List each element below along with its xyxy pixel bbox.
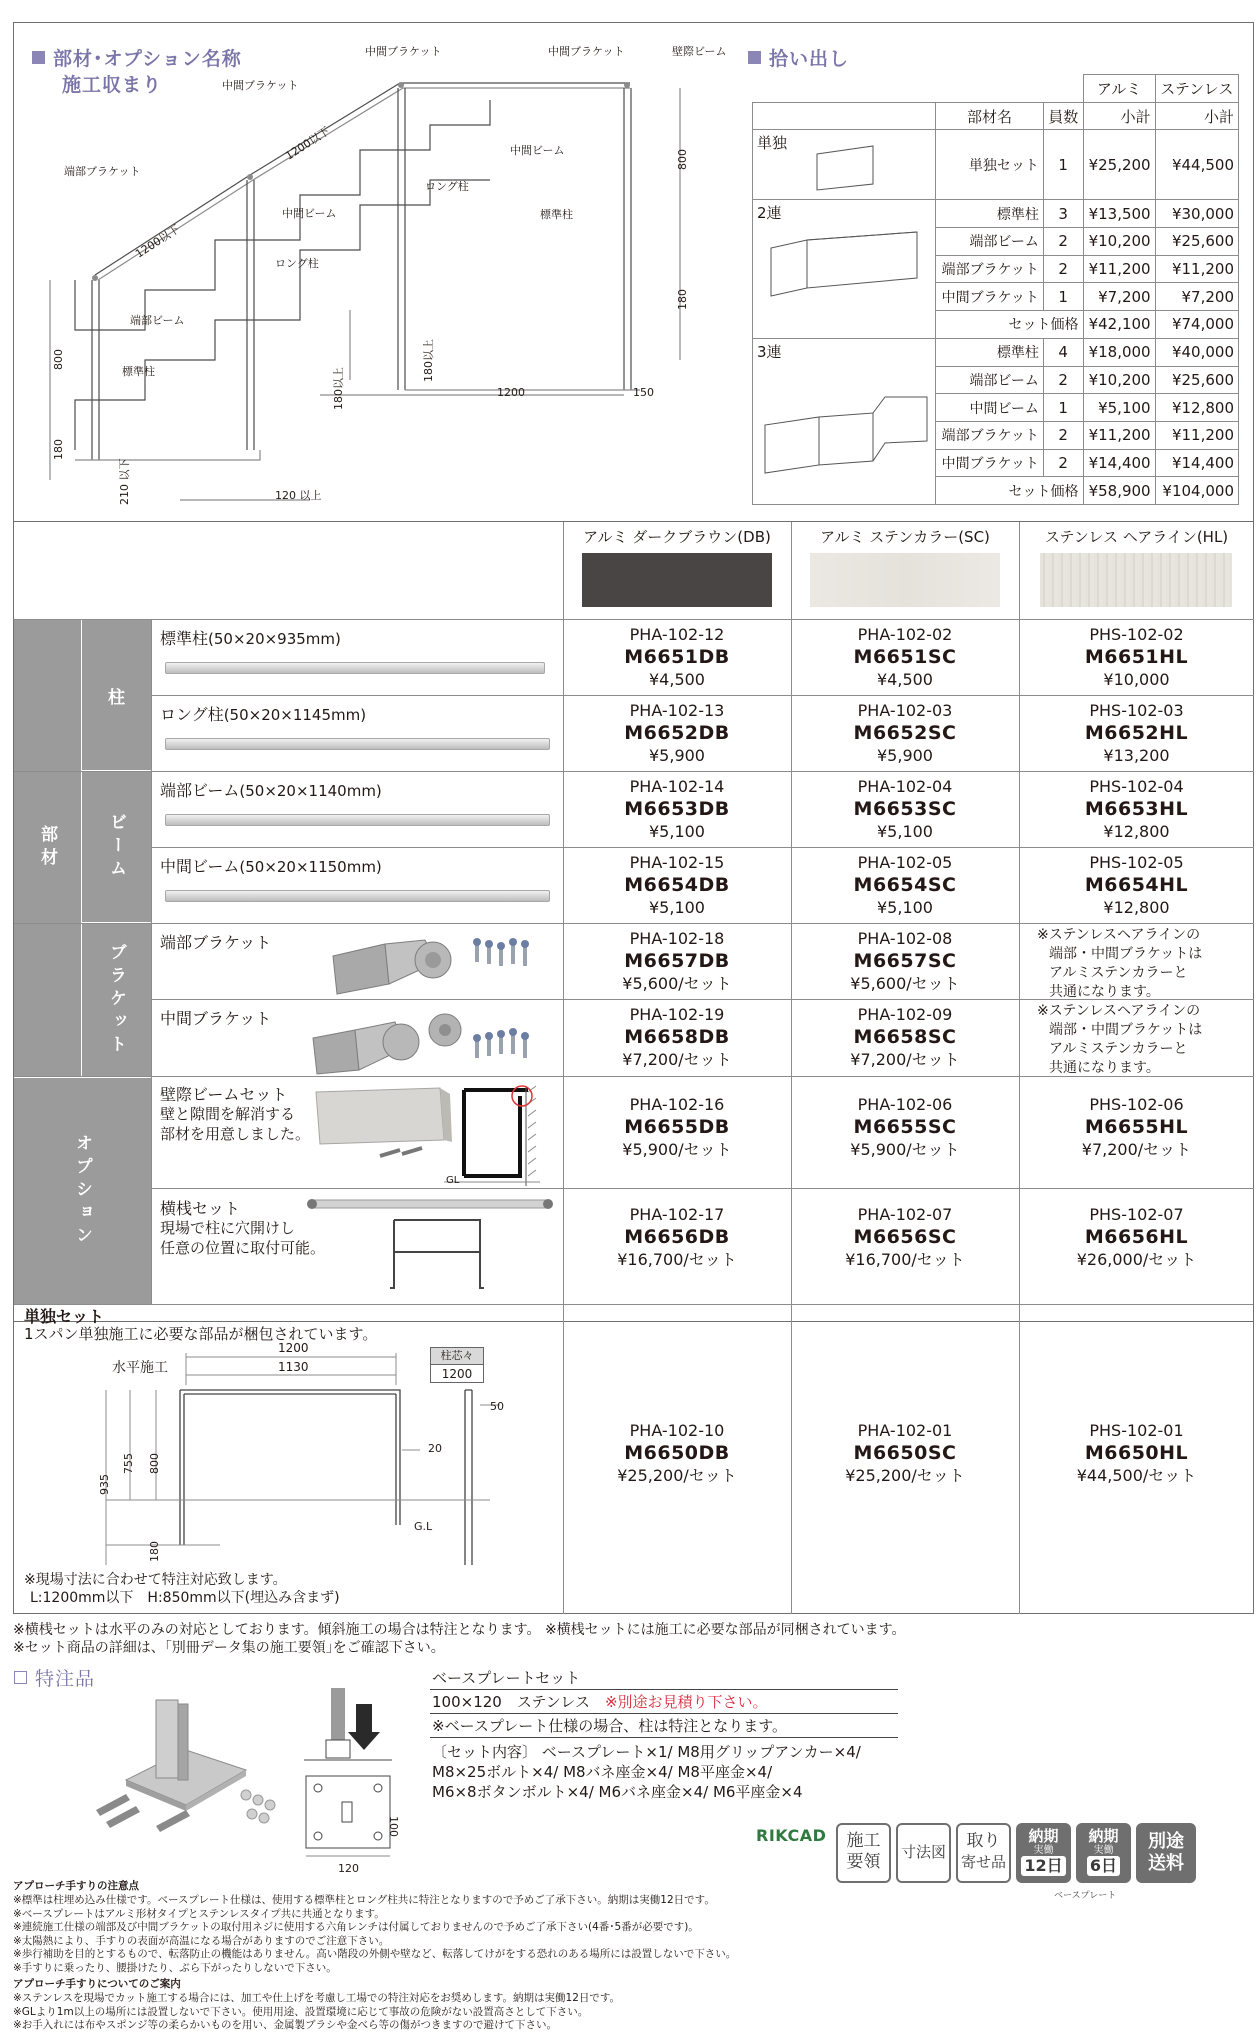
dim-1200: 1200 — [497, 386, 525, 399]
single-panel-icon — [813, 144, 883, 192]
caution-list-2: ※ステンレスを現場でカット施工する場合には、加工や仕上げを考慮し工場での特注対応をお奨めします。納期は実働12日です。 ※GLより1m以上の場所には設置しないで下さい。使用用途、設置環境に応じて事故の危険がない設置高さとして下さい。 ※お手入れには布やスポンジ等の柔らかいものを用い、金属製ブラシや金べら等の傷がつきますので避けて下さい。 — [13, 1992, 621, 2031]
bp-size-line: 100×120 ステンレス ※別途お見積り下さい。 — [432, 1693, 768, 1711]
bp-title: ベースプレートセット — [432, 1669, 581, 1687]
col-alumi: アルミ — [1083, 75, 1155, 103]
single-d1200: 1200 — [278, 1341, 309, 1355]
end-bracket-hl-note: ※ステンレスヘアラインの 端部・中間ブラケットは アルミステンカラーと 共通になります。 — [1037, 927, 1203, 1000]
code-end-bracket-sc: PHA-102-08 M6657SC ¥5,600/セット — [850, 929, 960, 993]
badge-bp-caption: ベースプレート — [1054, 1891, 1117, 1901]
end-bracket-image — [325, 928, 555, 996]
dim-180up2: 180以上 — [332, 367, 345, 410]
swatch-sc — [810, 553, 1000, 607]
code-wall-beam-sc: PHA-102-06 M6655SC ¥5,900/セット — [850, 1095, 960, 1159]
dim-120: 120 以上 — [275, 489, 322, 502]
color-hl-label: ステンレス ヘアライン(HL) — [1044, 528, 1229, 546]
special-title: 特注品 — [14, 1664, 95, 1691]
dim-210: 210 以下 — [118, 458, 131, 505]
label-wall-beam: 壁際ビーム — [672, 45, 727, 58]
label-mid-bracket-top2: 中間ブラケット — [548, 45, 625, 58]
code-crossbar-sc: PHA-102-07 M6656SC ¥16,700/セット — [845, 1205, 965, 1269]
product-wall-beam-name: 壁際ビームセット — [160, 1085, 288, 1104]
two-panel-icon — [767, 226, 927, 306]
code-single-sc: PHA-102-01 M6650SC ¥25,200/セット — [845, 1421, 965, 1485]
label-mid-bracket-top1: 中間ブラケット — [365, 45, 442, 58]
color-db-label: アルミ ダークブラウン(DB) — [583, 528, 771, 546]
rikcad-logo: RIKCAD — [756, 1826, 827, 1845]
pitch-label: 柱芯々 — [431, 1348, 483, 1365]
product-std-post-name: 標準柱(50×20×935mm) — [160, 629, 341, 648]
single-d755: 755 — [122, 1453, 135, 1474]
pitch-box — [430, 1347, 484, 1383]
code-std-post-hl: PHS-102-02 M6651HL ¥10,000 — [1084, 625, 1189, 689]
badge-dimension[interactable]: 寸法図 — [896, 1823, 951, 1883]
code-crossbar-db: PHA-102-17 M6656DB ¥16,700/セット — [617, 1205, 737, 1269]
base-plate-image — [96, 1690, 286, 1840]
single-d1130: 1130 — [278, 1360, 309, 1374]
color-sc-label: アルミ ステンカラー(SC) — [820, 528, 990, 546]
code-end-beam-hl: PHS-102-04 M6653HL ¥12,800 — [1084, 777, 1189, 841]
dim-180l: 180 — [52, 439, 65, 460]
code-end-bracket-db: PHA-102-18 M6657DB ¥5,600/セット — [622, 929, 732, 993]
code-mid-bracket-sc: PHA-102-09 M6658SC ¥7,200/セット — [850, 1005, 960, 1069]
bp-note: ※ベースプレート仕様の場合、柱は特注となります。 — [432, 1717, 788, 1735]
cat-bracket: ブラケット — [82, 924, 151, 1076]
square-outline-icon — [14, 1671, 27, 1684]
single-d180: 180 — [148, 1541, 161, 1562]
diagram-title: 部材･オプション名称 — [32, 44, 242, 71]
code-end-beam-db: PHA-102-14 M6653DB ¥5,100 — [624, 777, 730, 841]
caution-list-1: ※標準は柱埋め込み仕様です。ベースプレート仕様は、使用する標準柱とロング柱共に特注となりますので予めご了承下さい。納期は実働12日です。 ※ベースプレートはアルミ形材タイプとステンレスタイプ共に共通となります。 ※連続施工仕様の端部及び中間ブラケットの取付用ネジに使用する六角レンチは付属しておりませんので予めご了承下さい(4番･5番が必要です)。 ※太陽熱により、手すりの表面が高温になる場合がありますのでご注意下さい。 ※歩行補助を目的とするもので、転落防止の機能はありません。高い階段の外側や壁など、転落してけがをする恐れのある場所には設置しないで下さい。 ※手すりに乗ったり、腰掛けたり、ぶら下がったりしないで下さい。 — [13, 1894, 737, 1974]
crossbar-image — [300, 1192, 560, 1302]
cat-hashira: 柱 — [82, 620, 151, 771]
long-post-bar — [165, 738, 550, 750]
dim-1200a: 1200以下 — [283, 124, 333, 163]
footnote-1: ※横桟セットは水平のみの対応としております。傾斜施工の場合は特注となります。 ※横桟セットには施工に必要な部品が同梱されています。 — [13, 1622, 906, 1638]
product-mid-bracket-name: 中間ブラケット — [160, 1009, 272, 1028]
product-end-beam-name: 端部ビーム(50×20×1140mm) — [160, 781, 382, 800]
cat-option: オプション — [14, 1077, 151, 1304]
mid-bracket-image — [305, 1008, 555, 1076]
wall-beam-desc: 壁と隙間を解消する 部材を用意しました。 — [160, 1105, 311, 1143]
group-three: 3連 — [753, 338, 936, 504]
product-crossbar-name: 横桟セット — [160, 1199, 241, 1218]
single-d50: 50 — [490, 1400, 504, 1413]
single-gl: G.L — [414, 1520, 433, 1533]
code-mid-beam-hl: PHS-102-05 M6654HL ¥12,800 — [1084, 853, 1189, 917]
h-qty: 員数 — [1043, 102, 1083, 130]
end-beam-bar — [165, 814, 550, 826]
single-d20: 20 — [428, 1442, 442, 1455]
caution-title-1: アプローチ手すりの注意点 — [13, 1880, 139, 1892]
dim-800r: 800 — [676, 149, 689, 170]
label-mid-beam-right: 中間ビーム — [510, 144, 565, 157]
badge-lead-6: 納期 実働 6日 — [1076, 1823, 1131, 1883]
code-std-post-sc: PHA-102-02 M6651SC ¥4,500 — [853, 625, 957, 689]
mid-beam-bar — [165, 890, 550, 902]
std-post-bar — [165, 662, 545, 674]
swatch-hl — [1040, 553, 1232, 607]
mid-bracket-hl-note: ※ステンレスヘアラインの 端部・中間ブラケットは アルミステンカラーと 共通になります。 — [1037, 1003, 1203, 1076]
pickup-table: アルミ ステンレス 部材名 員数 小計 小計 単独 単独セット 1 ¥25,200 ¥44,500 2連 標準柱 3 ¥13,500 ¥30,000 端部ビーム 2 ¥10,200 ¥25,600 端部ブラケット 2 ¥11,200 ¥11,200 中間ブラケット 1 ¥7,200 ¥7,200 セット価格 ¥42,100 ¥74,000 3連 標準柱 4 ¥18,000 ¥40,000 端部ビーム 2 ¥10,200 ¥25,600 中間ビーム 1 ¥5,100 ¥12,800 端部ブラケット 2 ¥11,200 ¥11,200 中間ブラケット 2 ¥14,400 ¥14,400 セット価格 ¥58,900 ¥104,000 — [752, 74, 1239, 505]
label-end-bracket: 端部ブラケット — [64, 165, 141, 178]
label-end-beam: 端部ビーム — [130, 314, 185, 327]
code-single-hl: PHS-102-01 M6650HL ¥44,500/セット — [1076, 1421, 1197, 1485]
dim-1200b: 1200以下 — [133, 222, 183, 261]
group-two: 2連 — [753, 200, 936, 338]
single-d800: 800 — [148, 1453, 161, 1474]
label-long-post-right: ロング柱 — [425, 180, 469, 193]
product-long-post-name: ロング柱(50×20×1145mm) — [160, 705, 367, 724]
code-std-post-db: PHA-102-12 M6651DB ¥4,500 — [624, 625, 730, 689]
code-long-post-sc: PHA-102-03 M6652SC ¥5,900 — [853, 701, 957, 765]
single-set-desc: 1スパン単独施工に必要な部品が梱包されています。 — [24, 1325, 378, 1343]
cat-beam: ビーム — [82, 772, 151, 923]
pickup-title: 拾い出し — [748, 44, 849, 71]
badge-order[interactable]: 取り 寄せ品 — [956, 1823, 1011, 1883]
three-panel-icon — [761, 389, 933, 479]
col-stainless: ステンレス — [1155, 75, 1238, 103]
single-d935: 935 — [98, 1474, 111, 1495]
h-sub1: 小計 — [1083, 102, 1155, 130]
single-note1: ※現場寸法に合わせて特注対応致します。 — [24, 1572, 287, 1588]
footnote-2: ※セット商品の詳細は、｢別冊データ集の施工要領｣をご確認下さい。 — [13, 1640, 445, 1656]
product-single-set-name: 単独セット — [24, 1307, 105, 1326]
code-crossbar-hl: PHS-102-07 M6656HL ¥26,000/セット — [1076, 1205, 1197, 1269]
code-mid-beam-db: PHA-102-15 M6654DB ¥5,100 — [624, 853, 730, 917]
group-single: 単独 — [753, 130, 936, 200]
label-mid-bracket-left: 中間ブラケット — [222, 79, 299, 92]
code-end-beam-sc: PHA-102-04 M6653SC ¥5,100 — [853, 777, 957, 841]
base-plate-drawing — [296, 1684, 406, 1874]
stair-diagram — [20, 40, 740, 510]
label-mid-beam-left: 中間ビーム — [282, 207, 337, 220]
code-mid-beam-sc: PHA-102-05 M6654SC ¥5,100 — [853, 853, 957, 917]
pitch-value: 1200 — [441, 1367, 473, 1381]
badge-lead-12: 納期 実働 12日 — [1016, 1823, 1071, 1883]
square-icon — [748, 51, 761, 64]
dim-150: 150 — [633, 386, 654, 399]
dim-180up1: 180以上 — [422, 339, 435, 382]
bp-set-content: 〔セット内容〕 ベースプレート×1/ M8用グリップアンカー×4/ M8×25ボルト×4/ M8バネ座金×4/ M8平座金×4/ M6×8ボタンボルト×4/ M6バネ座金×4/ M6平座金×4 — [432, 1743, 861, 1801]
label-std-post-right: 標準柱 — [540, 208, 573, 221]
code-single-db: PHA-102-10 M6650DB ¥25,200/セット — [617, 1421, 737, 1485]
label-std-post-left: 標準柱 — [122, 365, 155, 378]
code-wall-beam-hl: PHS-102-06 M6655HL ¥7,200/セット — [1081, 1095, 1192, 1159]
wall-beam-image — [310, 1082, 560, 1188]
dim-800l: 800 — [52, 349, 65, 370]
cat-buzai: 部材 — [14, 620, 82, 1076]
badge-shipping: 別途 送料 — [1136, 1823, 1196, 1883]
h-part: 部材名 — [936, 102, 1044, 130]
bp-d100: 100 — [387, 1816, 400, 1837]
single-level-label: 水平施工 — [112, 1360, 168, 1376]
crossbar-desc: 現場で柱に穴開けし 任意の位置に取付可能。 — [160, 1219, 326, 1257]
product-mid-beam-name: 中間ビーム(50×20×1150mm) — [160, 857, 382, 876]
product-end-bracket-name: 端部ブラケット — [160, 933, 272, 952]
bp-d120: 120 — [338, 1862, 359, 1875]
h-sub2: 小計 — [1155, 102, 1238, 130]
code-long-post-hl: PHS-102-03 M6652HL ¥13,200 — [1084, 701, 1189, 765]
code-mid-bracket-db: PHA-102-19 M6658DB ¥7,200/セット — [622, 1005, 732, 1069]
caution-title-2: アプローチ手すりについてのご案内 — [13, 1978, 181, 1990]
dim-180r: 180 — [676, 289, 689, 310]
label-long-post-left: ロング柱 — [275, 257, 319, 270]
badge-manual[interactable]: 施工 要領 — [836, 1823, 891, 1883]
single-note2: L:1200mm以下 H:850mm以下(埋込み含まず) — [30, 1590, 340, 1606]
diagram-subtitle: 施工収まり — [62, 74, 163, 96]
swatch-db — [582, 553, 772, 607]
code-wall-beam-db: PHA-102-16 M6655DB ¥5,900/セット — [622, 1095, 732, 1159]
wall-gl-label: GL — [446, 1175, 460, 1186]
code-long-post-db: PHA-102-13 M6652DB ¥5,900 — [624, 701, 730, 765]
